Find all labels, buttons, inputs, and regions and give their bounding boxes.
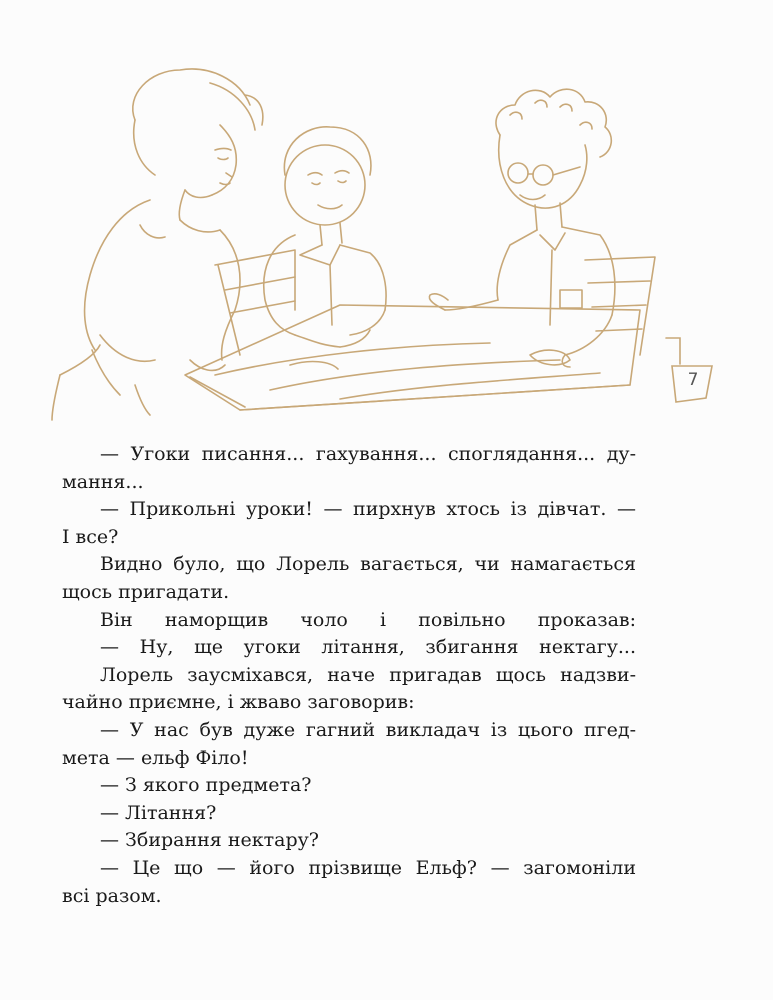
text-line: — У нас був дуже гагний викладач із цього пгед-: [100, 718, 636, 741]
text-line: Він наморщив чоло і повільно проказав:: [100, 608, 636, 631]
page-number: 7: [687, 370, 699, 390]
text-line: — Літання?: [100, 801, 217, 824]
text-line: мання...: [62, 470, 144, 493]
text-line: Лорель заусміхався, наче пригадав щось надзви-: [100, 663, 636, 686]
text-line: всі разом.: [62, 884, 162, 907]
text-line: — Ну, ще угоки літання, збигання нектагу...: [100, 636, 636, 659]
text-line: щось пригадати.: [62, 580, 230, 603]
text-line: Видно було, що Лорель вагається, чи намагається: [100, 553, 636, 576]
text-line: — Угоки писання... гахування... споглядання... ду-: [100, 443, 636, 465]
text-line: — З якого предмета?: [100, 774, 312, 797]
text-line: І все?: [62, 525, 119, 548]
text-line: мета — ельф Філо!: [62, 746, 249, 769]
text-line: — Прикольні уроки! — пирхнув хтось із дівчат. —: [100, 498, 636, 521]
text-line: чайно приємне, і жваво заговорив:: [62, 691, 415, 714]
text-line: — Це що — його прізвище Ельф? — загомоніли: [100, 856, 636, 879]
body-text: [62, 441, 636, 910]
children-at-table-illustration: [40, 55, 660, 425]
text-line: — Збирання нектару?: [100, 829, 319, 852]
